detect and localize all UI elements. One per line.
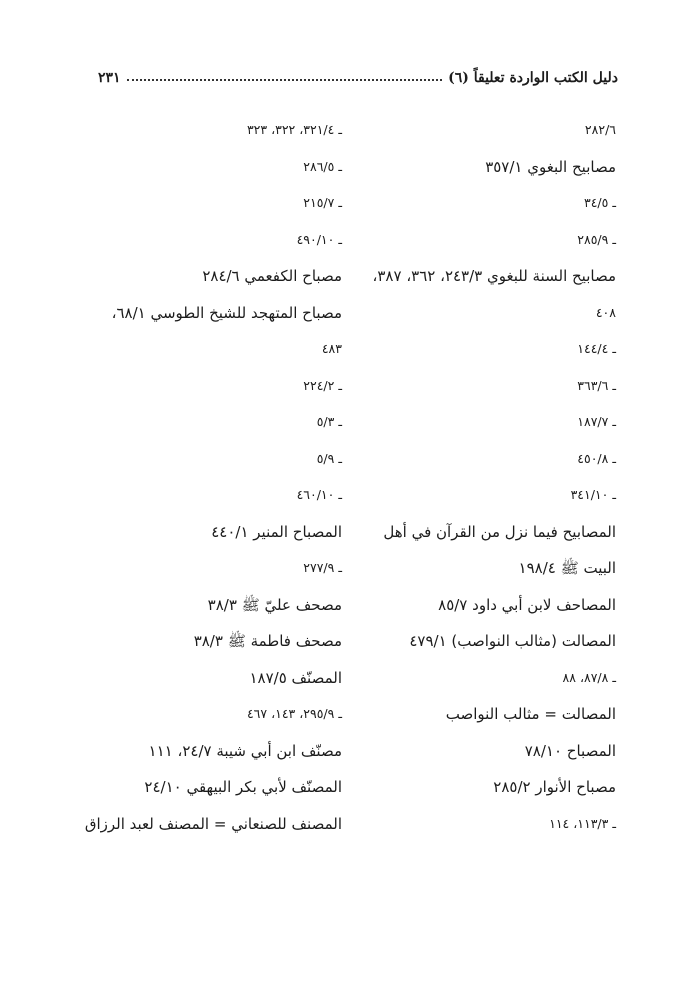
index-subentry: ـ ٣٤/٥ [584, 195, 616, 210]
index-subentry: ـ ٨٧/٨، ٨٨ [562, 669, 616, 685]
index-subentry: ـ ٢٩٥/٩، ١٤٣، ٤٦٧ [246, 706, 342, 721]
index-subentry: ـ ٣٤١/١٠ [570, 487, 616, 502]
index-subentry: ـ ٥/٩ [316, 450, 342, 466]
index-entry: البيت ﷺ ١٩٨/٤ [518, 559, 616, 577]
header-title: دليل الكتب الواردة تعليقاً (٦) [448, 70, 618, 86]
index-subentry: ـ ٤٦٠/١٠ [296, 487, 342, 502]
index-entry: مصحف عليّ ﷺ ٣٨/٣ [207, 595, 342, 614]
running-header [98, 62, 618, 86]
index-entry: مصحف فاطمة ﷺ ٣٨/٣ [193, 632, 342, 650]
index-subentry: ـ ٤٥٠/٨ [577, 450, 616, 466]
index-entry: مصابيح السنة للبغوي ٢٤٣/٣، ٣٦٢، ٣٨٧، [372, 267, 616, 285]
index-entry: المصابيح فيما نزل من القرآن في أهل [383, 522, 616, 541]
index-subentry: ـ ٢١٥/٧ [303, 195, 342, 210]
index-entry: مصباح الأنوار ٢٨٥/٢ [493, 778, 616, 796]
index-entry: مصنّف ابن أبي شيبة ٢٤/٧، ١١١ [148, 741, 342, 760]
index-entry: مصابيح البغوي ٣٥٧/١ [485, 157, 616, 176]
index-subentry: ـ ٥/٣ [316, 414, 342, 429]
index-subentry: ـ ٢٨٥/٩ [577, 231, 616, 247]
index-subentry: ـ ٤٩٠/١٠ [296, 231, 342, 247]
index-entry: المصالت = مثالب النواصب [445, 705, 616, 723]
page-number: ٢٣١ [98, 70, 121, 86]
index-subentry: ـ ١٨٧/٧ [577, 414, 616, 429]
index-entry: المصباح ٧٨/١٠ [524, 741, 616, 760]
index-entry: مصباح الكفعمي ٢٨٤/٦ [202, 267, 342, 285]
index-entry: مصباح المتهجد للشيخ الطوسي ٦٨/١، [111, 303, 342, 322]
index-subentry: ٤٠٨ [595, 304, 616, 320]
index-entry: المصباح المنير ٤٤٠/١ [211, 522, 342, 541]
index-subentry: ـ ٢٨٦/٥ [303, 158, 342, 174]
index-entry: المصنف للصنعاني = المصنف لعبد الرزاق [84, 814, 342, 833]
index-entry: المصاحف لابن أبي داود ٨٥/٧ [438, 595, 616, 614]
index-subentry: ـ ١٤٤/٤ [577, 341, 616, 356]
index-subentry: ـ ٣٦٣/٦ [577, 377, 616, 393]
index-entry: المصالت (مثالب النواصب) ٤٧٩/١ [409, 632, 616, 650]
index-column-right [356, 112, 616, 842]
index-entry: المصنّف ١٨٧/٥ [249, 668, 342, 687]
header-dot-leader [127, 79, 443, 81]
index-column-left [82, 112, 342, 842]
index-subentry: ٤٨٣ [321, 341, 342, 356]
index-subentry: ـ ٣٢١/٤، ٣٢٢، ٣٢٣ [246, 122, 342, 137]
index-entry: المصنّف لأبي بكر البيهقي ٢٤/١٠ [144, 778, 342, 796]
index-subentry: ٢٨٢/٦ [584, 122, 616, 137]
index-subentry: ـ ٢٧٧/٩ [303, 560, 342, 575]
index-subentry: ـ ١١٣/٣، ١١٤ [549, 815, 616, 831]
index-subentry: ـ ٢٢٤/٢ [303, 377, 342, 393]
